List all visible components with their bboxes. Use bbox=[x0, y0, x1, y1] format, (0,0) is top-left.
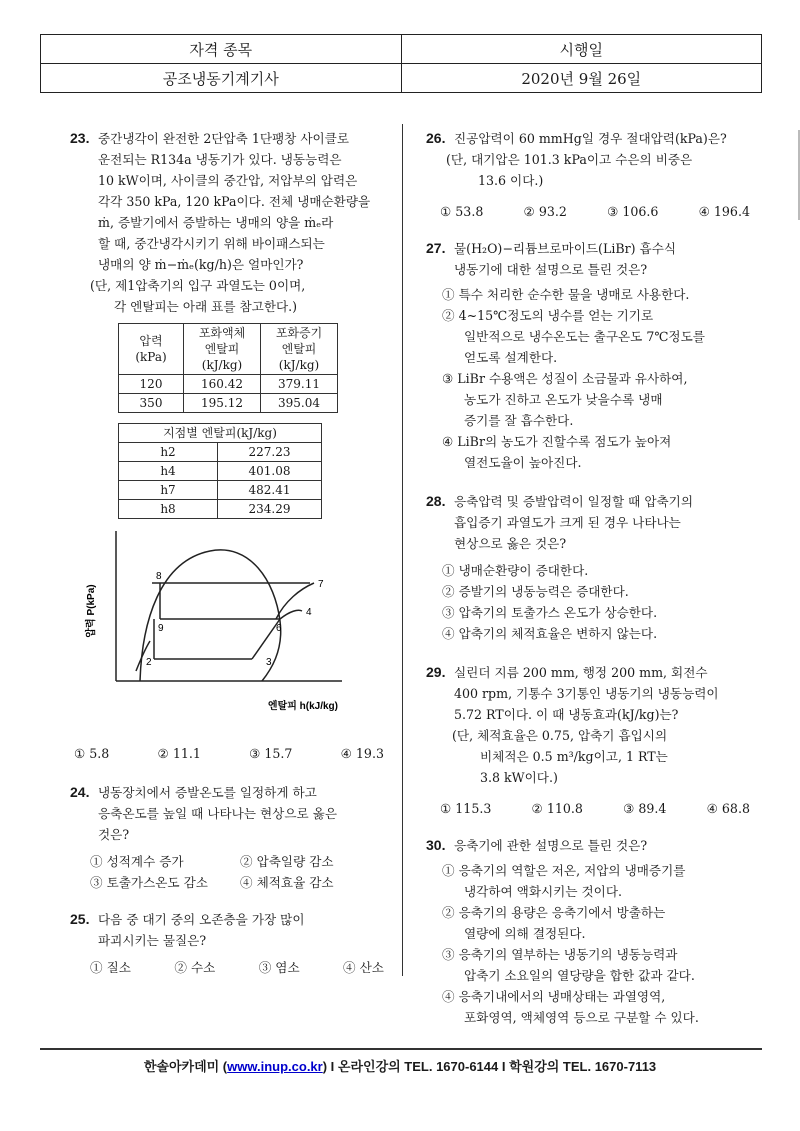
footer bbox=[0, 1056, 800, 1075]
question-29 bbox=[426, 662, 756, 819]
question-line: 것은? bbox=[98, 827, 130, 842]
choice-1[interactable]: ① 115.3 bbox=[440, 801, 492, 816]
question-27 bbox=[426, 238, 756, 473]
question-23 bbox=[70, 128, 390, 764]
answer-choices bbox=[70, 743, 390, 764]
question-text bbox=[98, 128, 390, 275]
footer-divider bbox=[40, 1048, 762, 1050]
question-25 bbox=[70, 909, 390, 978]
table-cell: 482.41 bbox=[218, 481, 322, 500]
left-column bbox=[70, 128, 390, 992]
option-3[interactable]: ③ 압축기의 토출가스 온도가 상승한다. bbox=[442, 605, 658, 620]
option-4[interactable]: ④ 압축기의 체적효율은 변하지 않는다. bbox=[442, 626, 658, 641]
point-label: 3 bbox=[266, 657, 272, 668]
question-line: 현상으로 옳은 것은? bbox=[454, 536, 567, 551]
question-line: 물(H₂O)−리튬브로마이드(LiBr) 흡수식 bbox=[454, 241, 677, 256]
table-row bbox=[119, 500, 322, 519]
choice-4[interactable]: ④ 68.8 bbox=[706, 801, 750, 816]
question-number: 30. bbox=[426, 837, 446, 853]
question-line: 10 kW이며, 사이클의 중간압, 저압부의 압력은 bbox=[98, 173, 358, 188]
answer-options bbox=[426, 284, 756, 473]
answer-choices bbox=[70, 851, 390, 893]
question-line: 중간냉각이 완전한 2단압축 1단팽창 사이클로 bbox=[98, 131, 350, 146]
point-label: 8 bbox=[156, 571, 162, 582]
table-header: 지점별 엔탈피(kJ/kg) bbox=[119, 424, 322, 443]
question-number: 27. bbox=[426, 240, 446, 256]
choice-2[interactable]: ② 압축일량 감소 bbox=[240, 854, 334, 869]
option-text: 얻도록 설계한다. bbox=[464, 350, 558, 365]
question-line: 냉매의 양 ṁ−ṁₑ(kg/h)은 얼마인가? bbox=[98, 257, 304, 272]
table-row bbox=[119, 394, 338, 413]
table-cell: 227.23 bbox=[218, 443, 322, 462]
question-line: 응축압력 및 증발압력이 일정할 때 압축기의 bbox=[454, 494, 693, 509]
option-text: ④ 응축기내에서의 냉매상태는 과열영역, bbox=[442, 989, 666, 1004]
option-text: 압축기 소요일의 열당량을 합한 값과 같다. bbox=[464, 968, 695, 983]
choice-4[interactable]: ④ 산소 bbox=[343, 960, 384, 975]
choice-3[interactable]: ③ 89.4 bbox=[623, 801, 667, 816]
choice-3[interactable]: ③ 106.6 bbox=[607, 204, 659, 219]
question-26 bbox=[426, 128, 756, 222]
table-cell: h8 bbox=[119, 500, 218, 519]
choice-1[interactable]: ① 성적계수 증가 bbox=[90, 854, 184, 869]
choice-2[interactable]: ② 93.2 bbox=[523, 204, 567, 219]
saturation-dome bbox=[140, 550, 281, 681]
question-number: 26. bbox=[426, 130, 446, 146]
question-line: 할 때, 중간냉각시키기 위해 바이패스되는 bbox=[98, 236, 325, 251]
choice-3[interactable]: ③ 토출가스온도 감소 bbox=[90, 875, 208, 890]
table-cell: 350 bbox=[119, 394, 184, 413]
table-cell: h2 bbox=[119, 443, 218, 462]
question-24 bbox=[70, 782, 390, 893]
option-text: 열량에 의해 결정된다. bbox=[464, 926, 586, 941]
point-label: 6 bbox=[276, 623, 282, 634]
option-text: 포화영역, 액체영역 등으로 구분할 수 있다. bbox=[464, 1010, 699, 1025]
choice-1[interactable]: ① 53.8 bbox=[440, 204, 484, 219]
table-cell: 160.42 bbox=[184, 375, 261, 394]
option-2[interactable]: ② 증발기의 냉동능력은 증대한다. bbox=[442, 584, 629, 599]
answer-options bbox=[426, 860, 756, 1028]
choice-2[interactable]: ② 수소 bbox=[174, 960, 216, 975]
question-28 bbox=[426, 491, 756, 644]
question-line: 파괴시키는 물질은? bbox=[98, 933, 207, 948]
x-axis-label: 엔탈피 h(kJ/kg) bbox=[267, 701, 338, 712]
option-text: ③ 응축기의 열부하는 냉동기의 냉동능력과 bbox=[442, 947, 678, 962]
choice-4[interactable]: ④ 체적효율 감소 bbox=[240, 875, 334, 890]
footer-academy: 한솔아카데미 ( bbox=[143, 1059, 228, 1074]
option-1[interactable]: ① 냉매순환량이 증대한다. bbox=[442, 563, 589, 578]
choice-4[interactable]: ④ 19.3 bbox=[340, 746, 384, 761]
question-note: 13.6 이다.) bbox=[478, 173, 544, 188]
question-line: 400 rpm, 기통수 3기통인 냉동기의 냉동능력이 bbox=[454, 686, 719, 701]
table-cell: 395.04 bbox=[261, 394, 338, 413]
question-line: ṁ, 증발기에서 증발하는 냉매의 양을 ṁₑ라 bbox=[98, 215, 334, 230]
question-line: 실린더 지름 200 mm, 행정 200 mm, 회전수 bbox=[454, 665, 708, 680]
option-3[interactable] bbox=[426, 368, 756, 431]
answer-choices bbox=[426, 201, 756, 222]
choice-2[interactable]: ② 110.8 bbox=[531, 801, 583, 816]
choice-3[interactable]: ③ 15.7 bbox=[249, 746, 293, 761]
table-cell: h4 bbox=[119, 462, 218, 481]
y-axis-label: 압력 P(kPa) bbox=[86, 584, 97, 638]
question-line: 흡입증기 과열도가 크게 된 경우 나타나는 bbox=[454, 515, 681, 530]
table-row bbox=[119, 443, 322, 462]
table-header: 압력 (kPa) bbox=[119, 324, 184, 375]
right-column bbox=[426, 128, 756, 1042]
column-divider bbox=[402, 124, 403, 976]
question-line: 응축온도를 높일 때 나타나는 현상으로 옳은 bbox=[98, 806, 337, 821]
question-line: 응축기에 관한 설명으로 틀린 것은? bbox=[454, 838, 648, 853]
point-label: 9 bbox=[158, 623, 164, 634]
option-1[interactable] bbox=[426, 284, 756, 305]
question-number: 24. bbox=[70, 784, 90, 800]
option-text: 농도가 진하고 온도가 낮을수록 냉매 bbox=[464, 392, 663, 407]
exam-header-table bbox=[40, 34, 762, 93]
table-cell: 401.08 bbox=[218, 462, 322, 481]
question-30 bbox=[426, 835, 756, 1028]
answer-options bbox=[426, 560, 756, 644]
choice-1[interactable]: ① 질소 bbox=[90, 960, 131, 975]
enthalpy-table-saturation bbox=[118, 323, 338, 413]
option-text: 열전도율이 높아진다. bbox=[464, 455, 582, 470]
table-header: 포화액체 엔탈피 (kJ/kg) bbox=[184, 324, 261, 375]
question-line: 5.72 RT이다. 이 때 냉동효과(kJ/kg)는? bbox=[454, 707, 679, 722]
question-note: 각 엔탈피는 아래 표를 참고한다.) bbox=[114, 299, 298, 314]
question-number: 28. bbox=[426, 493, 446, 509]
option-text: ① 특수 처리한 순수한 물을 냉매로 사용한다. bbox=[442, 287, 690, 302]
option-text: ② 4~15℃정도의 냉수를 얻는 기기로 bbox=[442, 308, 654, 323]
table-cell: 195.12 bbox=[184, 394, 261, 413]
question-line: 다음 중 대기 중의 오존층을 가장 많이 bbox=[98, 912, 305, 927]
table-cell: 234.29 bbox=[218, 500, 322, 519]
header-label-date: 시행일 bbox=[401, 35, 762, 64]
choice-4[interactable]: ④ 196.4 bbox=[698, 204, 750, 219]
cycle-line bbox=[280, 610, 302, 619]
choice-1[interactable]: ① 5.8 bbox=[74, 746, 110, 761]
table-row bbox=[119, 462, 322, 481]
option-text: 냉각하여 액화시키는 것이다. bbox=[464, 884, 622, 899]
point-label: 4 bbox=[306, 607, 312, 618]
choice-3[interactable]: ③ 염소 bbox=[258, 960, 300, 975]
table-cell: h7 bbox=[119, 481, 218, 500]
question-note: (단, 체적효율은 0.75, 압축기 흡입시의 bbox=[452, 728, 668, 743]
option-text: 일반적으로 냉수온도는 출구온도 7℃정도를 bbox=[464, 329, 705, 344]
option-2[interactable] bbox=[426, 305, 756, 368]
option-1[interactable] bbox=[426, 860, 756, 902]
enthalpy-table-points bbox=[118, 423, 322, 519]
point-label: 7 bbox=[318, 579, 324, 590]
question-line: 운전되는 R134a 냉동기가 있다. 냉동능력은 bbox=[98, 152, 342, 167]
question-note: (단, 대기압은 101.3 kPa이고 수은의 비중은 bbox=[446, 152, 693, 167]
question-line: 냉동기에 대한 설명으로 틀린 것은? bbox=[454, 262, 648, 277]
footer-contacts: ) I 온라인강의 TEL. 1670-6144 I 학원강의 TEL. 1670-7113 bbox=[322, 1059, 657, 1074]
question-line: 진공압력이 60 mmHg일 경우 절대압력(kPa)은? bbox=[454, 131, 727, 146]
header-date: 2020년 9월 26일 bbox=[401, 64, 762, 93]
question-note: 3.8 kW이다.) bbox=[480, 770, 558, 785]
option-3[interactable] bbox=[426, 944, 756, 986]
table-header: 포화증기 엔탈피 (kJ/kg) bbox=[261, 324, 338, 375]
answer-choices bbox=[70, 957, 390, 978]
point-label: 2 bbox=[146, 657, 152, 668]
option-text: ① 응축기의 역할은 저온, 저압의 냉매증기를 bbox=[442, 863, 686, 878]
question-number: 25. bbox=[70, 911, 90, 927]
answer-choices bbox=[426, 798, 756, 819]
option-text: 증기를 잘 흡수한다. bbox=[464, 413, 574, 428]
question-number: 23. bbox=[70, 130, 90, 146]
ph-diagram bbox=[80, 531, 380, 731]
table-row bbox=[119, 375, 338, 394]
option-2[interactable] bbox=[426, 902, 756, 944]
choice-2[interactable]: ② 11.1 bbox=[157, 746, 201, 761]
header-label-subject: 자격 종목 bbox=[41, 35, 402, 64]
table-cell: 120 bbox=[119, 375, 184, 394]
header-subject: 공조냉동기계기사 bbox=[41, 64, 402, 93]
option-text: ④ LiBr의 농도가 진할수록 점도가 높아져 bbox=[442, 434, 672, 449]
option-text: ② 응축기의 용량은 응축기에서 방출하는 bbox=[442, 905, 666, 920]
question-line: 각각 350 kPa, 120 kPa이다. 전체 냉매순환량을 bbox=[98, 194, 371, 209]
option-text: ③ LiBr 수용액은 성질이 소금물과 유사하여, bbox=[442, 371, 688, 386]
question-line: 냉동장치에서 증발온도를 일정하게 하고 bbox=[98, 785, 317, 800]
question-number: 29. bbox=[426, 664, 446, 680]
option-4[interactable] bbox=[426, 986, 756, 1028]
footer-link[interactable]: www.inup.co.kr bbox=[227, 1059, 323, 1074]
question-note: 비체적은 0.5 m³/kg이고, 1 RT는 bbox=[480, 749, 668, 764]
table-row bbox=[119, 481, 322, 500]
option-4[interactable] bbox=[426, 431, 756, 473]
question-note: (단, 제1압축기의 입구 과열도는 0이며, bbox=[90, 278, 306, 293]
table-cell: 379.11 bbox=[261, 375, 338, 394]
